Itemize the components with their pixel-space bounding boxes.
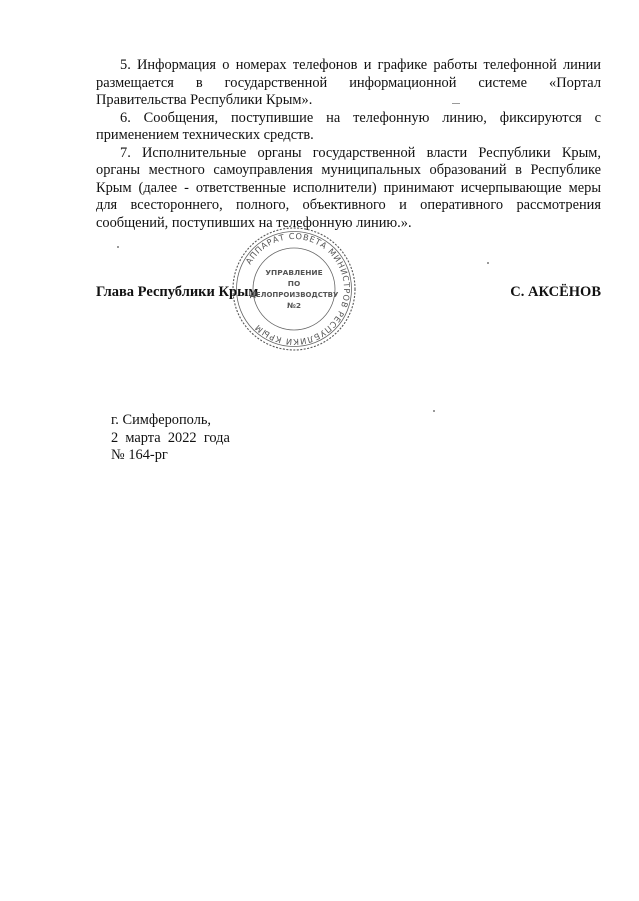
scan-speck (452, 103, 460, 104)
official-seal-stamp (231, 226, 357, 352)
stamp-line-4: №2 (286, 301, 302, 310)
paragraph-6: 6. Сообщения, поступившие на телефонную линию, фиксируются с применением технических средств. (96, 109, 601, 143)
svg-text:АППАРАТ СОВЕТА МИНИСТРОВ РЕСПУ: АППАРАТ СОВЕТА МИНИСТРОВ РЕСПУБЛИКИ КРЫМ (243, 230, 353, 348)
scan-speck (433, 410, 435, 412)
signatory-position: Глава Республики Крым (96, 284, 259, 300)
place-city: г. Симферополь, (111, 412, 212, 428)
signatory-name: С. АКСЁНОВ (510, 284, 601, 300)
place-and-date (111, 412, 230, 465)
scan-speck (487, 262, 489, 264)
paragraph-5: 5. Информация о номерах телефонов и графике работы телефонной линии размещается в государственной информационной системе «Портал Правительства Республики Крым». (96, 57, 601, 108)
document-number: № 164-рг (111, 447, 168, 463)
stamp-line-2: ПО (287, 279, 301, 288)
stamp-line-3: ДЕЛОПРОИЗВОДСТВУ (249, 291, 339, 299)
document-date: 2 марта 2022 года (111, 429, 230, 446)
paragraph-7: 7. Исполнительные органы государственной власти Республики Крым, органы местного самоуправления муниципальных образований в Республике Крым (далее - ответственные исполнители) принимают исчерпывающие меры для всестороннего, полного, объективного и оперативного рассмотрения сообщений, поступивших на телефонную линию.». (96, 144, 601, 231)
scan-speck (117, 246, 119, 248)
stamp-line-1: УПРАВЛЕНИЕ (265, 268, 323, 277)
document-body (96, 57, 601, 232)
